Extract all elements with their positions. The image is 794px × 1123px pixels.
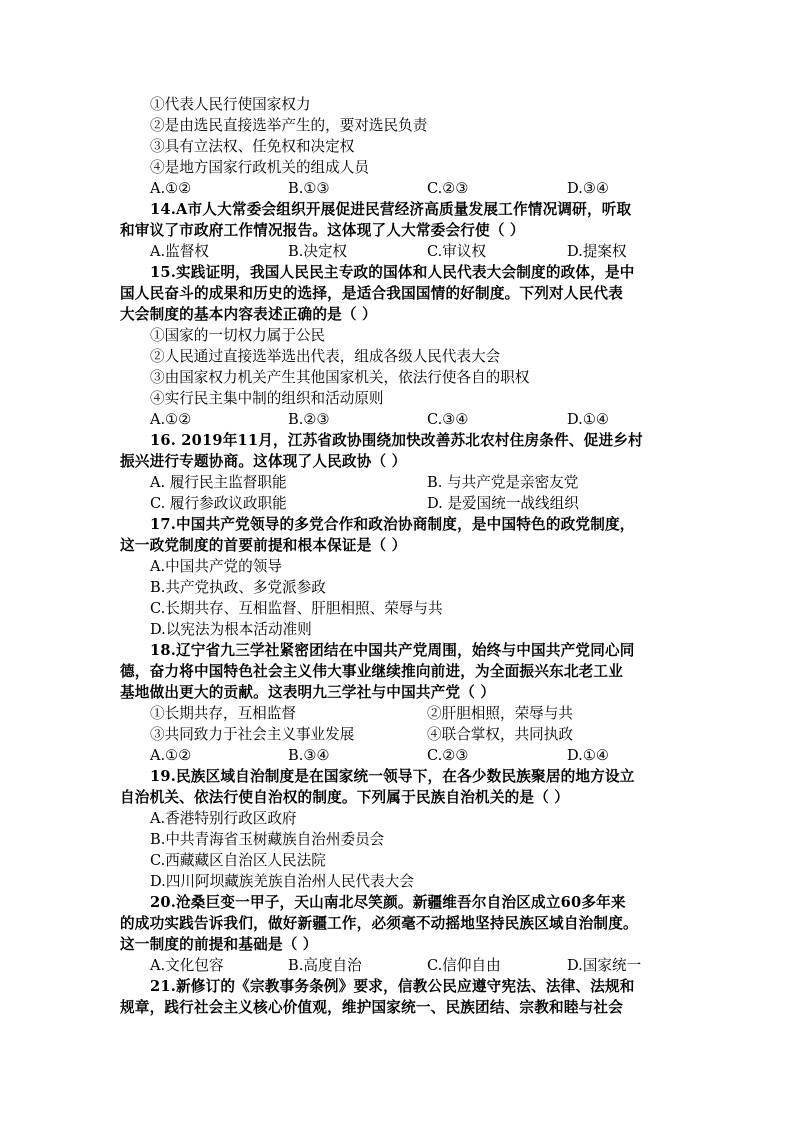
q15-item-3: ③由国家权力机关产生其他国家机关，依法行使各自的职权: [150, 369, 530, 386]
q19-stem-1: 19.民族区域自治制度是在国家统一领导下，在各少数民族聚居的地方设立: [150, 768, 635, 785]
q15-option-b: B.②③: [288, 411, 330, 428]
q19-stem-2: 自治机关、依法行使自治权的制度。下列属于民族自治机关的是（ ）: [120, 789, 570, 806]
q20-option-b: B.高度自治: [288, 957, 362, 974]
q13-option-c: C.②③: [427, 180, 469, 197]
q13-option-a: A.①②: [150, 180, 192, 197]
q13-item-4: ④是地方国家行政机关的组成人员: [150, 159, 369, 176]
q18-option-d: D.①④: [567, 747, 609, 764]
q18-item-2: ②肝胆相照，荣辱与共: [427, 705, 573, 722]
q20-stem-3: 这一制度的前提和基础是（ ）: [120, 936, 318, 953]
q15-option-d: D.①④: [567, 411, 609, 428]
q19-option-b: B.中共青海省玉树藏族自治州委员会: [150, 831, 385, 848]
q14-stem-2: 和审议了市政府工作情况报告。这体现了人大常委会行使（ ）: [120, 222, 525, 239]
q18-item-3: ③共同致力于社会主义事业发展: [150, 726, 355, 743]
q17-option-d: D.以宪法为根本活动准则: [150, 621, 312, 638]
q18-items-row-1: [120, 703, 680, 724]
q13-option-d: D.③④: [567, 180, 609, 197]
q17-option-c: C.长期共存、互相监督、肝胆相照、荣辱与共: [150, 600, 443, 617]
q19-option-a: A.香港特别行政区政府: [150, 810, 297, 827]
exam-page: [120, 94, 680, 1018]
q17-stem-1: 17.中国共产党领导的多党合作和政治协商制度，是中国特色的政党制度，: [150, 516, 635, 533]
q21-stem-2: 规章，践行社会主义核心价值观，维护国家统一、民族团结、宗教和睦与社会: [120, 999, 623, 1016]
q18-option-a: A.①②: [150, 747, 192, 764]
q14-option-d: D.提案权: [567, 243, 627, 260]
q15-item-4: ④实行民主集中制的组织和活动原则: [150, 390, 384, 407]
q14-option-b: B.决定权: [288, 243, 348, 260]
q15-item-2: ②人民通过直接选举选出代表，组成各级人民代表大会: [150, 348, 501, 365]
q18-items-row-2: [120, 724, 680, 745]
q16-options-row-1: [120, 472, 680, 493]
q13-options: [120, 178, 680, 199]
q15-option-a: A.①②: [150, 411, 192, 428]
q20-stem-2: 的成功实践告诉我们，做好新疆工作，必须毫不动摇地坚持民族区域自治制度。: [120, 915, 638, 932]
q15-stem-3: 大会制度的基本内容表述正确的是（ ）: [120, 306, 377, 323]
q15-stem-1: 15.实践证明，我国人民民主专政的国体和人民代表大会制度的政体，是中: [150, 264, 635, 281]
q20-option-a: A.文化包容: [150, 957, 224, 974]
q16-options-row-2: [120, 493, 680, 514]
q14-options: [120, 241, 680, 262]
q17-stem-2: 这一政党制度的首要前提和根本保证是（ ）: [120, 537, 407, 554]
q18-stem-2: 德，奋力将中国特色社会主义伟大事业继续推向前进，为全面振兴东北老工业: [120, 663, 623, 680]
q14-option-c: C.审议权: [427, 243, 487, 260]
q18-option-c: C.②③: [427, 747, 469, 764]
q18-item-4: ④联合掌权，共同执政: [427, 726, 573, 743]
q18-option-b: B.③④: [288, 747, 330, 764]
q18-stem-1: 18.辽宁省九三学社紧密团结在中国共产党周围，始终与中国共产党同心同: [150, 642, 635, 659]
q13-item-2: ②是由选民直接选举产生的，要对选民负责: [150, 117, 428, 134]
q16-stem-2: 振兴进行专题协商。这体现了人民政协（ ）: [120, 453, 407, 470]
q16-stem-1: 16. 2019年11月，江苏省政协围绕加快改善苏北农村住房条件、促进乡村: [150, 432, 643, 449]
q16-option-b: B. 与共产党是亲密友党: [427, 474, 579, 491]
q16-option-a: A. 履行民主监督职能: [150, 474, 287, 491]
q20-options: [120, 955, 680, 976]
q15-stem-2: 国人民奋斗的成果和历史的选择，是适合我国国情的好制度。下列对人民代表: [120, 285, 623, 302]
q19-option-d: D.四川阿坝藏族羌族自治州人民代表大会: [150, 873, 414, 890]
q20-option-d: D.国家统一: [567, 957, 642, 974]
q20-stem-1: 20.沧桑巨变一甲子，天山南北尽笑颜。新疆维吾尔自治区成立60多年来: [150, 894, 626, 911]
q15-option-c: C.③④: [427, 411, 469, 428]
q21-stem-1: 21.新修订的《宗教事务条例》要求，信教公民应遵守宪法、法律、法规和: [150, 978, 635, 995]
q13-option-b: B.①③: [288, 180, 330, 197]
q17-option-a: A.中国共产党的领导: [150, 558, 282, 575]
q18-item-1: ①长期共存，互相监督: [150, 705, 296, 722]
q16-option-c: C. 履行参政议政职能: [150, 495, 287, 512]
q13-item-3: ③具有立法权、任免权和决定权: [150, 138, 355, 155]
q20-option-c: C.信仰自由: [427, 957, 501, 974]
q13-item-1: ①代表人民行使国家权力: [150, 96, 311, 113]
q18-options: [120, 745, 680, 766]
q14-stem-1: 14.A市人大常委会组织开展促进民营经济高质量发展工作情况调研，听取: [150, 201, 632, 218]
q15-item-1: ①国家的一切权力属于公民: [150, 327, 326, 344]
q16-option-d: D. 是爱国统一战线组织: [427, 495, 579, 512]
q19-option-c: C.西藏藏区自治区人民法院: [150, 852, 326, 869]
q17-option-b: B.共产党执政、多党派参政: [150, 579, 326, 596]
q18-stem-3: 基地做出更大的贡献。这表明九三学社与中国共产党（ ）: [120, 684, 496, 701]
q14-option-a: A.监督权: [150, 243, 209, 260]
q15-options: [120, 409, 680, 430]
